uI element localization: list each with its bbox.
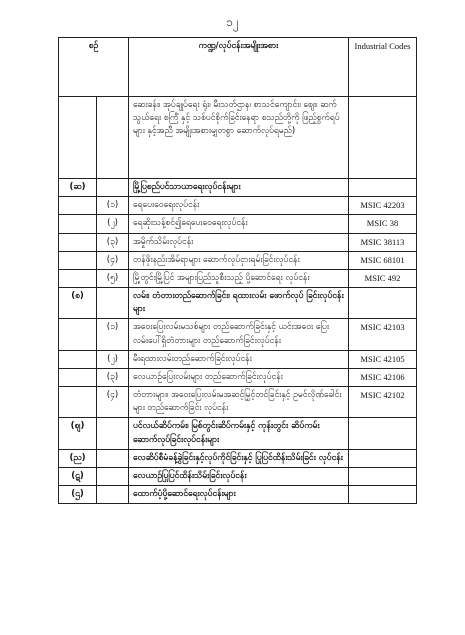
table-row-section <box>59 288 417 319</box>
row-sub-number: (၁) <box>97 319 129 350</box>
row-sub-number: (၄) <box>97 251 129 269</box>
row-number <box>59 233 97 251</box>
row-sub-number <box>97 418 129 449</box>
row-description: တန်ဖိုးနည်းအိမ်ရာများ ဆောက်လုပ်ငှားရမ်းခြင်းလုပ်ငန်း <box>129 251 349 269</box>
row-description: မီးရထားလမ်းတည်ဆောက်ခြင်းလုပ်ငန်း <box>129 350 349 368</box>
row-description: ထောက်ပံ့ပို့ဆောင်ရေးလုပ်ငန်းများ <box>129 486 349 504</box>
row-sub-number: (၃) <box>97 368 129 386</box>
header-description: ကဏ္ဍ/လုပ်ငန်းအမျိုးအစား <box>129 38 349 97</box>
row-code <box>349 179 417 197</box>
row-sub-number: (၅) <box>97 269 129 287</box>
row-number <box>59 197 97 215</box>
row-code <box>349 97 417 179</box>
sector-table <box>58 37 417 504</box>
row-code <box>349 449 417 467</box>
row-code: MSIC 42103 <box>349 319 417 350</box>
table-row <box>59 319 417 350</box>
table-row <box>59 197 417 215</box>
row-code <box>349 486 417 504</box>
row-description: မြို့တွင်းမြို့ပြင် အများပြည်သူစီးသည့် ပို့ဆောင်ရေး လုပ်ငန်း <box>129 269 349 287</box>
row-number <box>59 215 97 233</box>
table-row <box>59 215 417 233</box>
row-code: MSIC 42105 <box>349 350 417 368</box>
row-code: MSIC 38 <box>349 215 417 233</box>
row-description: လေဆိပ်စီမံခန့်ခွဲခြင်းနှင့်လုပ်ကိုင်ခြင်းနှင့် ပြုပြင်ထိန်းသိမ်းခြင်း လုပ်ငန်း <box>129 449 349 467</box>
row-code <box>349 418 417 449</box>
row-code: MSIC 68101 <box>349 251 417 269</box>
row-code: MSIC 38113 <box>349 233 417 251</box>
row-description: တံတားများ၊ အဝေးပြေးလမ်းမအဆင့်မြှင့်တင်ခြင်းနှင့် ဥမင်လိုဏ်ခေါင်းများ တည်ဆောက်ခြင်း လုပ်ငန်း <box>129 387 349 418</box>
row-number <box>59 387 97 418</box>
page-number: ၁၂ <box>226 15 239 29</box>
row-description: ရေပေးဝေရေးလုပ်ငန်း <box>129 197 349 215</box>
row-number: (စ) <box>59 288 97 319</box>
table-row <box>59 251 417 269</box>
table-row-section <box>59 418 417 449</box>
header-industrial-codes: Industrial Codes <box>349 38 417 97</box>
row-description: ဆေးခန်း၊ အုပ်ချုပ်ရေး ရုံး၊ မီးသတ်ဌာန၊ စာသင်ကျောင်း၊ ဈေး၊ ဆက်သွယ်ရေး စင်္ကြံ နှင့် သစ်ပင်စိုက်ခြင်းနေရာ စသည်တို့ကို ဖြည့်စွက်ရပ် များ နှင့်အညီ အမျိုးအစားမျှတစွာ ဆောက်လုပ်ရမည်) <box>129 97 349 179</box>
table-row <box>59 350 417 368</box>
row-sub-number: (၃) <box>97 233 129 251</box>
row-number <box>59 368 97 386</box>
row-sub-number: (၂) <box>97 350 129 368</box>
row-description: ပင်လယ်ဆိပ်ကမ်း၊ မြစ်တွင်းဆိပ်ကမ်းနှင့် ကုန်းတွင်း ဆိပ်ကမ်း ဆောက်လုပ်ခြင်းလုပ်ငန်းများ <box>129 418 349 449</box>
table-header-row <box>59 38 417 97</box>
table-row-section <box>59 486 417 504</box>
row-code: MSIC 42106 <box>349 368 417 386</box>
row-description: လေယာဉ်ပြေးလမ်းများ တည်ဆောက်ခြင်းလုပ်ငန်း <box>129 368 349 386</box>
row-number <box>59 350 97 368</box>
row-description: အမှိုက်သိမ်းလုပ်ငန်း <box>129 233 349 251</box>
row-sub-number <box>97 179 129 197</box>
row-number: (ဌ) <box>59 486 97 504</box>
table-row <box>59 233 417 251</box>
row-number: (ည) <box>59 449 97 467</box>
row-description: လမ်း၊ တံတားတည်ဆောက်ခြင်း၊ ရထားလမ်း ဖောက်လုပ် ခြင်းလုပ်ငန်းများ <box>129 288 349 319</box>
row-number <box>59 97 97 179</box>
row-sub-number <box>97 467 129 485</box>
table-row <box>59 97 417 179</box>
table-row-section <box>59 467 417 485</box>
row-number <box>59 319 97 350</box>
table-row <box>59 368 417 386</box>
row-sub-number <box>97 288 129 319</box>
table-row <box>59 387 417 418</box>
row-sub-number: (၁) <box>97 197 129 215</box>
row-sub-number: (၂) <box>97 215 129 233</box>
row-description: ရေဆိုးသန့်စင်၍ရေပေးဝေရေးလုပ်ငန်း <box>129 215 349 233</box>
row-code: MSIC 492 <box>349 269 417 287</box>
header-number: စဉ် <box>59 38 129 97</box>
row-number: (ဋ) <box>59 467 97 485</box>
row-description: မြို့ပြစည်ပင်သာယာရေးလုပ်ငန်းများ <box>129 179 349 197</box>
row-sub-number <box>97 97 129 179</box>
row-number: (ဆ) <box>59 179 97 197</box>
row-code: MSIC 42102 <box>349 387 417 418</box>
row-code: MSIC 42203 <box>349 197 417 215</box>
row-description: လေယာဉ်ပြုပြင်ထိန်းသိမ်းခြင်းလုပ်ငန်း <box>129 467 349 485</box>
table-row <box>59 269 417 287</box>
row-sub-number <box>97 449 129 467</box>
row-number <box>59 251 97 269</box>
row-sub-number <box>97 486 129 504</box>
row-sub-number: (၄) <box>97 387 129 418</box>
row-code <box>349 288 417 319</box>
table-row-section <box>59 449 417 467</box>
row-number: (ဈ) <box>59 418 97 449</box>
row-number <box>59 269 97 287</box>
row-description: အဝေးပြေးလမ်းမသစ်များ တည်ဆောက်ခြင်းနှင့် ယင်းအဝေး ပြေးလမ်းပေါ်ရှိတံတားများ တည်ဆောက်ခြင်းလုပ်ငန်း <box>129 319 349 350</box>
row-code <box>349 467 417 485</box>
table-row-section <box>59 179 417 197</box>
